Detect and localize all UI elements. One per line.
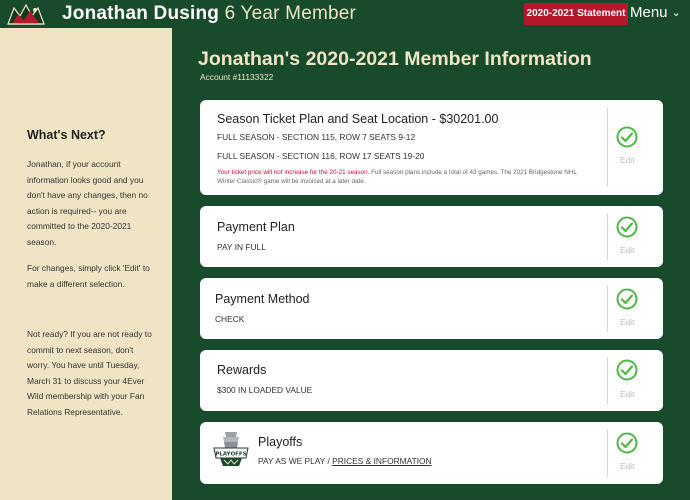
rewards-title: Rewards [217, 363, 267, 377]
wild-logo-icon[interactable] [6, 2, 46, 26]
payment-method-title: Payment Method [215, 292, 310, 306]
playoffs-value [258, 456, 432, 466]
whats-next-heading: What's Next? [27, 128, 106, 142]
sidebar-paragraph-not-ready: Not ready? If you are not ready to commit to next season, don't worry. You have until Tuesday, March 31 to discuss your 4Ever Wild membership with your Fan Relations Representative. [27, 329, 152, 417]
payment-plan-card [200, 206, 663, 267]
payment-method-card [200, 278, 663, 339]
playoffs-card [200, 422, 663, 484]
payment-plan-title: Payment Plan [217, 220, 295, 234]
check-circle-icon [616, 126, 638, 148]
season-plan-note: Full season plans include a total of 43 games. The 2021 Bridgestone NHL Winter Classic® game will be invoiced at a later date. [217, 169, 577, 185]
stanley-cup-playoffs-logo-icon [212, 429, 250, 469]
price-freeze-note: Your ticket price will not increase for the 20-21 season. [217, 169, 370, 176]
statement-button[interactable]: 2020-2021 Statement [524, 3, 628, 25]
edit-playoffs-button[interactable]: Edit [620, 461, 635, 471]
edit-season-ticket-button[interactable]: Edit [620, 155, 635, 165]
edit-payment-method-button[interactable]: Edit [620, 317, 635, 327]
check-circle-icon [616, 359, 638, 381]
rewards-value: $300 IN LOADED VALUE [217, 385, 313, 395]
check-circle-icon [616, 288, 638, 310]
card-divider [607, 285, 608, 332]
prices-information-link[interactable]: PRICES & INFORMATION [332, 456, 432, 466]
edit-rewards-button[interactable]: Edit [620, 389, 635, 399]
payment-plan-value: PAY IN FULL [217, 242, 266, 252]
svg-text:PLAYOFFS: PLAYOFFS [215, 451, 247, 458]
account-number: Account #11133322 [200, 72, 274, 82]
sidebar-paragraph-changes: For changes, simply click 'Edit' to make a different selection. [27, 263, 150, 289]
check-circle-icon [616, 432, 638, 454]
seat-location-line: FULL SEASON - SECTION 115, ROW 7 SEATS 9-12 [217, 132, 416, 142]
member-tenure: 6 Year Member [224, 3, 357, 24]
card-divider [607, 357, 608, 404]
playoffs-title: Playoffs [258, 435, 303, 449]
menu-button[interactable] [630, 4, 681, 21]
rewards-card [200, 350, 663, 411]
sidebar-paragraph-commitment: Jonathan, if your account information looks good and you don't have any changes, then no action is required-- you are committed to the 2020-2021 season. [27, 159, 148, 247]
chevron-down-icon: ⌄ [671, 7, 681, 19]
season-ticket-title: Season Ticket Plan and Seat Location - $30201.00 [217, 112, 499, 126]
playoffs-plan-text: PAY AS WE PLAY / [258, 456, 333, 466]
seat-location-line: FULL SEASON - SECTION 116, ROW 17 SEATS 19-20 [217, 151, 425, 161]
payment-method-value: CHECK [215, 314, 245, 324]
card-divider [607, 429, 608, 477]
top-header [0, 0, 690, 28]
menu-label: Menu [630, 4, 668, 21]
member-name: Jonathan Dusing [62, 3, 220, 24]
whats-next-sidebar [0, 28, 172, 500]
card-divider [607, 213, 608, 260]
card-divider [607, 108, 608, 187]
check-circle-icon [616, 216, 638, 238]
edit-payment-plan-button[interactable]: Edit [620, 245, 635, 255]
season-ticket-card [200, 100, 663, 195]
season-ticket-note [217, 168, 587, 186]
page-title: Jonathan's 2020-2021 Member Information [198, 48, 592, 70]
member-name-title [62, 3, 356, 25]
